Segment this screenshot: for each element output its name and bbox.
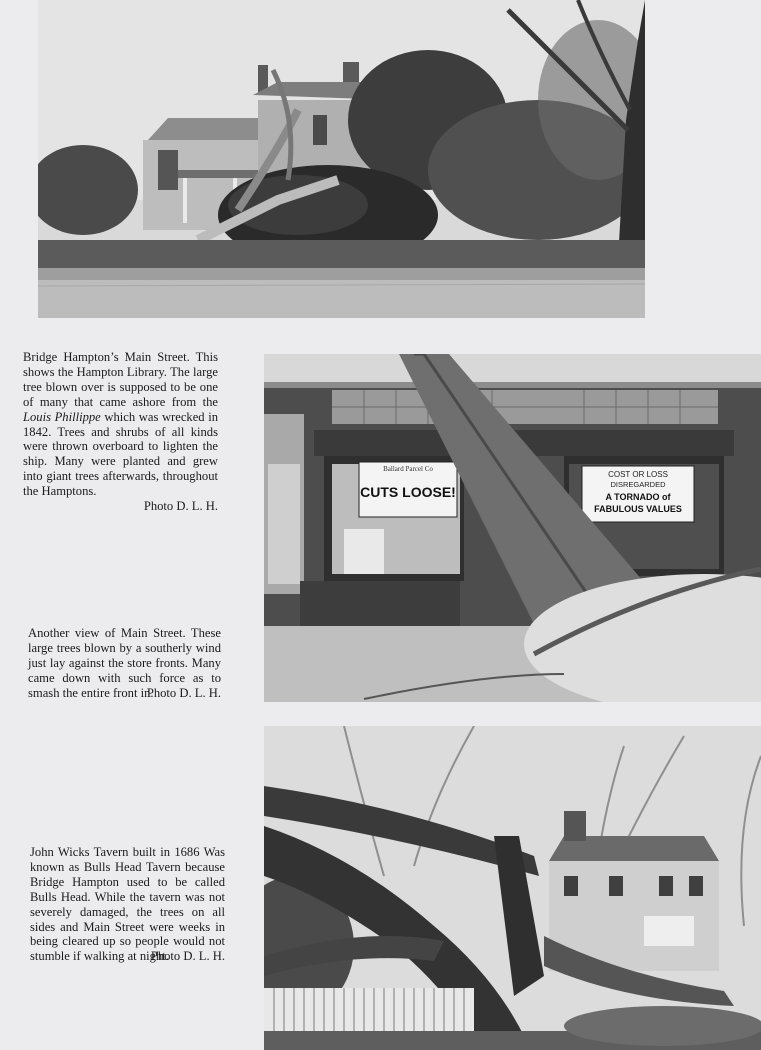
caption-1-ship-name: Louis Phillippe [23,409,101,424]
photo-john-wicks-tavern [264,726,761,1050]
caption-main-street-storefronts [28,626,221,701]
caption-john-wicks-tavern [30,845,225,964]
sign-cost-or-loss: COST OR LOSS [608,470,668,479]
caption-1-text-after: which was wrecked in 1842. Trees and shrubs of all kinds were thrown overboard to lighten the ship. Many were planted and grew into giant trees afterwards, throughout the Hamptons. [23,409,218,499]
caption-2-photo-credit: Photo D. L. H. [146,685,221,700]
sign-cuts-loose-top: Ballard Parcel Co [383,465,433,473]
sign-disregarded: DISREGARDED [610,480,666,489]
caption-3-text: John Wicks Tavern built in 1686 Was known as Bulls Head Tavern because Bridge Hampton used to be called Bulls Head. While the tavern was not severely damaged, the trees on all sides and Main Street were weeks in being cleared up so people would not stumble if walking at night. [30,845,225,964]
caption-main-street-library [23,350,218,514]
caption-1-text-before: Bridge Hampton’s Main Street. This shows the Hampton Library. The large tree blown over is supposed to be one of many that came ashore from the [23,350,218,409]
photo-uprooted-tree-library [38,0,645,318]
sign-tornado-of: A TORNADO of [605,492,671,502]
photo-tree-on-storefront [264,354,761,702]
sign-cuts-loose-main: CUTS LOOSE! [360,484,456,500]
caption-1-photo-credit: Photo D. L. H. [143,499,218,514]
sign-fabulous-values: FABULOUS VALUES [594,504,682,514]
caption-2-text: Another view of Main Street. These large trees blown by a southerly wind just lay against the store fronts. Many came down with such force as to smash the entire front in. [28,626,221,700]
caption-3-photo-credit: Photo D. L. H. [150,949,225,964]
